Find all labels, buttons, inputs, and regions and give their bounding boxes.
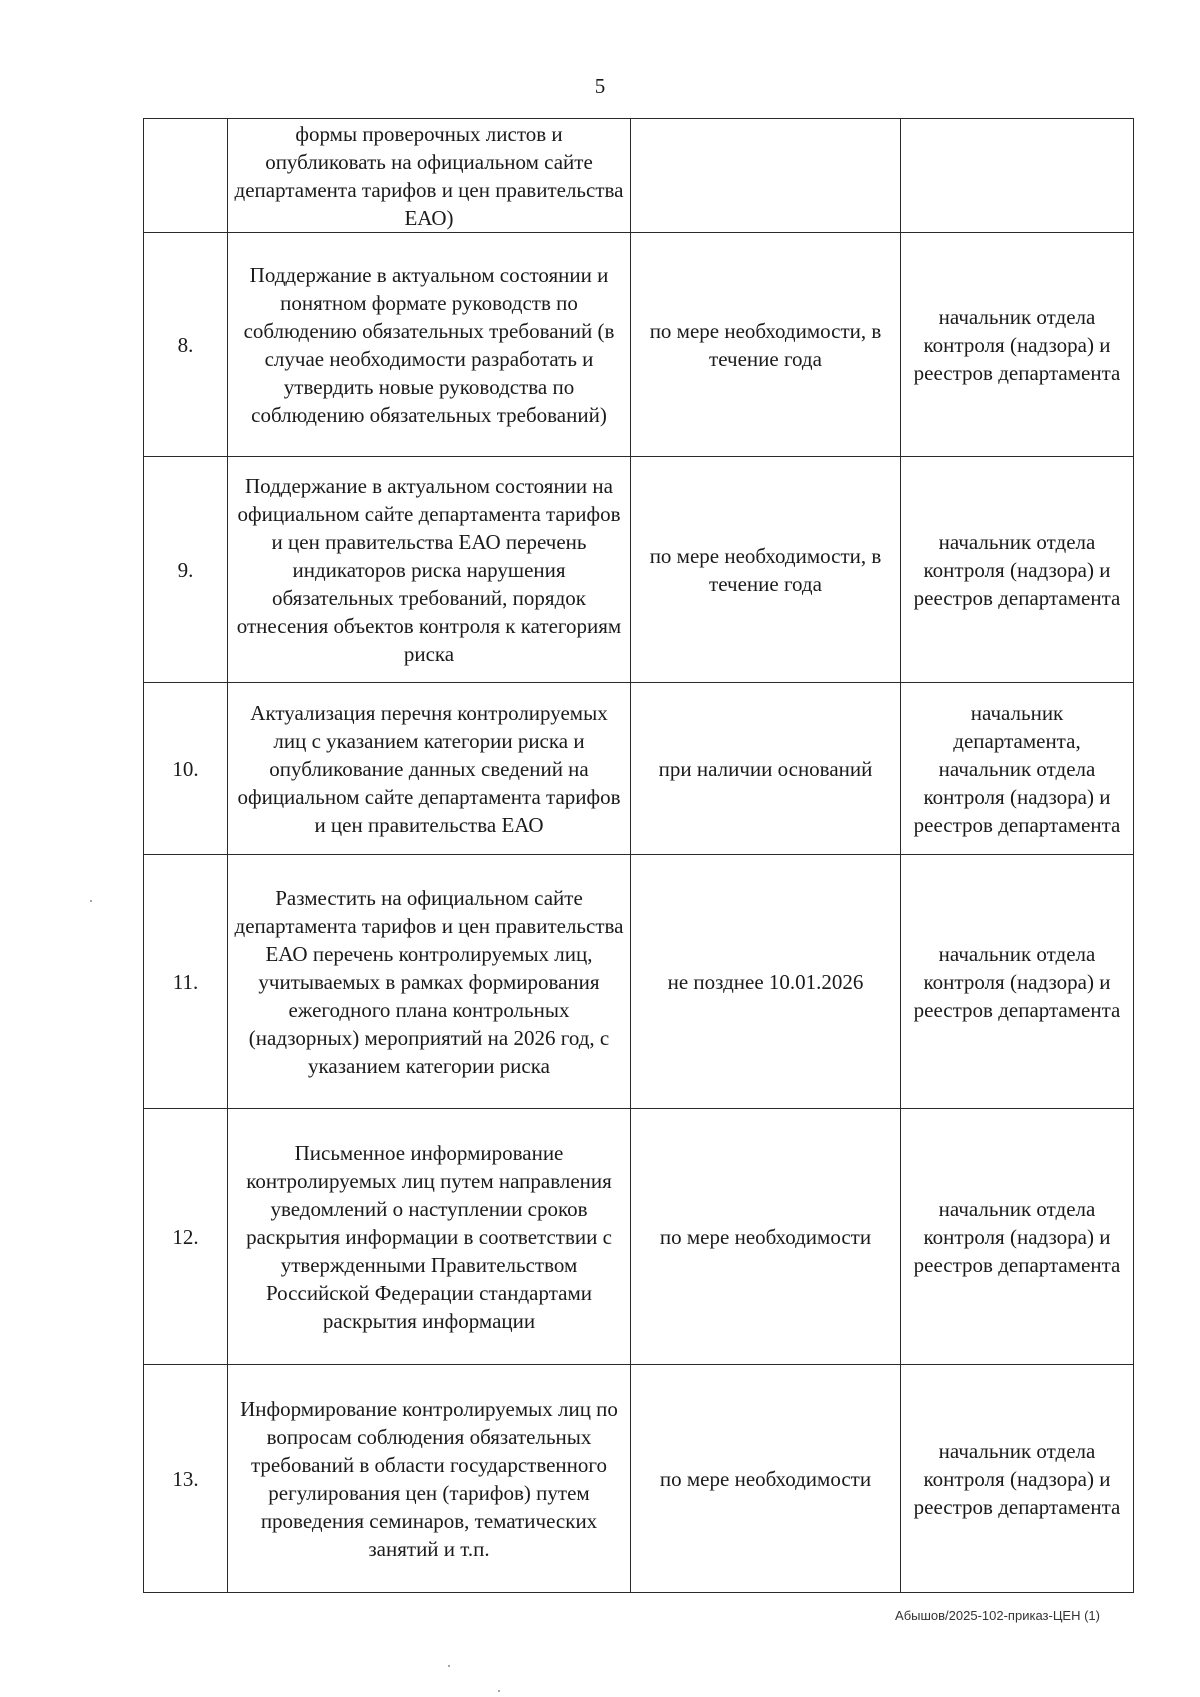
cell-number <box>144 119 228 233</box>
table-row <box>144 855 1134 1109</box>
table-row <box>144 233 1134 457</box>
cell-activity: Информирование контролируемых лиц по вопросам соблюдения обязательных требований в области государственного регулирования цен (тарифов) путем проведения семинаров, тематических занятий и т.п. <box>228 1365 631 1593</box>
table-row <box>144 1109 1134 1365</box>
cell-number: 12. <box>144 1109 228 1365</box>
cell-responsible: начальник отдела контроля (надзора) и реестров департамента <box>901 1365 1134 1593</box>
scan-speck <box>448 1665 450 1667</box>
cell-activity: Поддержание в актуальном состоянии и понятном формате руководств по соблюдению обязательных требований (в случае необходимости разработать и утвердить новые руководства по соблюдению обязательных требований) <box>228 233 631 457</box>
scan-speck <box>498 1690 500 1692</box>
cell-responsible: начальник отдела контроля (надзора) и реестров департамента <box>901 1109 1134 1365</box>
cell-term: по мере необходимости, в течение года <box>631 233 901 457</box>
table-row <box>144 683 1134 855</box>
table-row <box>144 1365 1134 1593</box>
cell-term: не позднее 10.01.2026 <box>631 855 901 1109</box>
cell-number: 9. <box>144 457 228 683</box>
cell-activity: Разместить на официальном сайте департамента тарифов и цен правительства ЕАО перечень контролируемых лиц, учитываемых в рамках формирования ежегодного плана контрольных (надзорных) мероприятий на 2026 год, с указанием категории риска <box>228 855 631 1109</box>
cell-term: по мере необходимости <box>631 1365 901 1593</box>
cell-term: по мере необходимости, в течение года <box>631 457 901 683</box>
cell-responsible: начальник отдела контроля (надзора) и реестров департамента <box>901 233 1134 457</box>
cell-number: 10. <box>144 683 228 855</box>
table-row <box>144 119 1134 233</box>
cell-number: 13. <box>144 1365 228 1593</box>
scan-speck <box>90 900 92 902</box>
cell-term: по мере необходимости <box>631 1109 901 1365</box>
cell-activity: Актуализация перечня контролируемых лиц с указанием категории риска и опубликование данных сведений на официальном сайте департамента тарифов и цен правительства ЕАО <box>228 683 631 855</box>
cell-responsible: начальник отдела контроля (надзора) и реестров департамента <box>901 457 1134 683</box>
page-number: 5 <box>594 74 606 98</box>
cell-responsible: начальник отдела контроля (надзора) и реестров департамента <box>901 855 1134 1109</box>
cell-number: 8. <box>144 233 228 457</box>
cell-term <box>631 119 901 233</box>
cell-responsible: начальник департамента, начальник отдела контроля (надзора) и реестров департамента <box>901 683 1134 855</box>
plan-table <box>143 118 1134 1593</box>
document-code: Абышов/2025-102-приказ-ЦЕН (1) <box>895 1608 1100 1623</box>
table-row <box>144 457 1134 683</box>
cell-activity: Письменное информирование контролируемых лиц путем направления уведомлений о наступлении сроков раскрытия информации в соответствии с утвержденными Правительством Российской Федерации стандартами раскрытия информации <box>228 1109 631 1365</box>
cell-number: 11. <box>144 855 228 1109</box>
cell-activity: Поддержание в актуальном состоянии на официальном сайте департамента тарифов и цен правительства ЕАО перечень индикаторов риска нарушения обязательных требований, порядок отнесения объектов контроля к категориям риска <box>228 457 631 683</box>
cell-responsible <box>901 119 1134 233</box>
cell-activity: формы проверочных листов и опубликовать на официальном сайте департамента тарифов и цен правительства ЕАО) <box>228 119 631 233</box>
cell-term: при наличии оснований <box>631 683 901 855</box>
